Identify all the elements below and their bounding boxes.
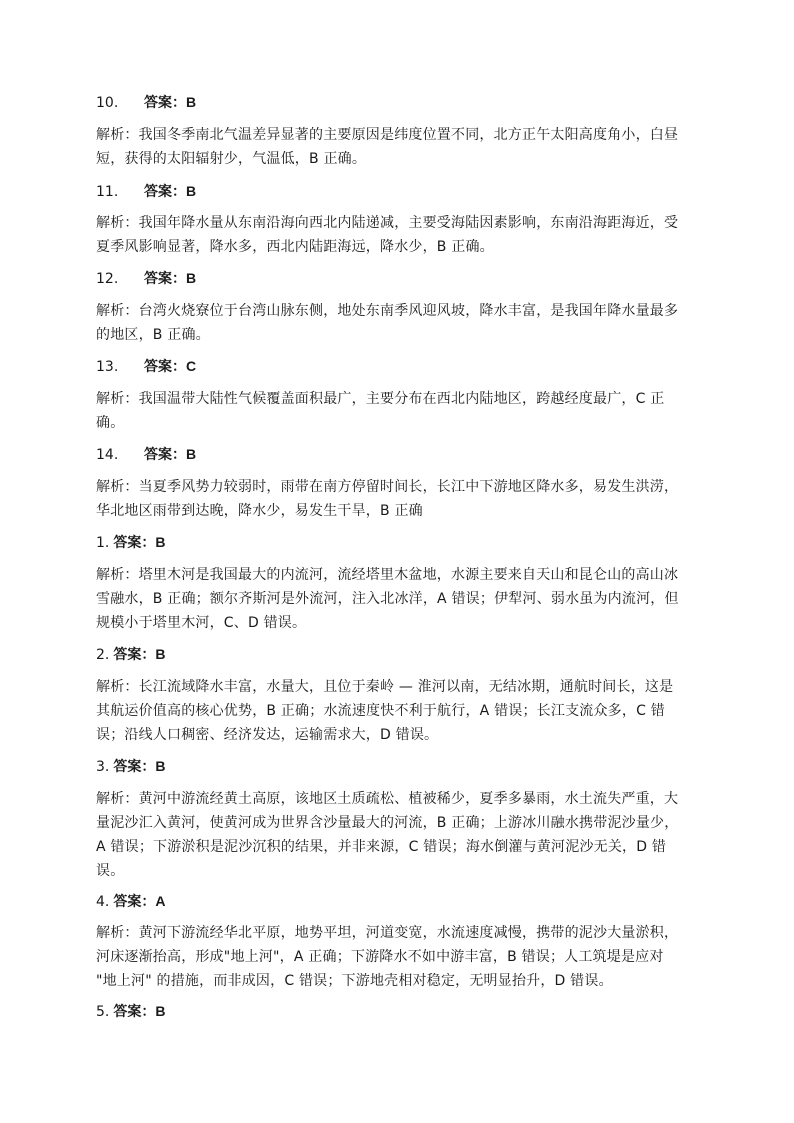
answer-label: 答案： [113,894,156,910]
explanation-line: 解析：台湾火烧寮位于台湾山脉东侧，地处东南季风迎风坡，降水丰富，是我国年降水量最多 [96,303,679,319]
question-number: 13. [96,359,119,375]
explanation-line: A 错误；下游淤积是泥沙沉积的结果，并非来源，C 错误；海水倒灌与黄河泥沙无关，D 错 [96,839,667,855]
explanation-line: 解析：当夏季风势力较弱时，雨带在南方停留时间长，长江中下游地区降水多，易发生洪涝， [96,479,679,495]
answer-label: 答案： [144,359,186,375]
answer-heading [96,91,716,114]
answer-letter: B [186,183,197,199]
explanation-line: 其航运价值高的核心优势，B 正确；水流速度快不利于航行，A 错误；长江支流众多，C 错 [96,703,665,719]
explanation-line: 规模小于塔里木河，C、D 错误。 [96,615,307,631]
question-number: 1. [96,535,110,551]
answer-heading [96,355,716,378]
question-number: 3. [96,759,110,775]
explanation-line: 解析：我国温带大陆性气候覆盖面积最广，主要分布在西北内陆地区，跨越经度最广，C 正 [96,391,665,407]
answer-heading [96,755,716,778]
answer-letter: B [155,758,166,774]
answer-label: 答案： [144,271,186,287]
answer-label: 答案： [113,647,156,663]
answer-label: 答案： [144,447,186,463]
explanation-line: "地上河" 的措施，而非成因，C 错误；下游地壳相对稳定，无明显抬升，D 错误。 [96,973,613,989]
question-number: 2. [96,647,110,663]
answer-letter: B [186,94,197,110]
answer-heading [96,180,716,203]
explanation-line: 夏季风影响显著，降水多，西北内陆距海远，降水少，B 正确。 [96,239,494,255]
explanation-line: 雪融水，B 正确；额尔齐斯河是外流河，注入北冰洋，A 错误；伊犁河、弱水虽为内流河，但 [96,591,679,607]
explanation-line: 确。 [96,415,125,431]
answer-heading [96,531,716,554]
answer-heading [96,643,716,666]
answer-heading [96,443,716,466]
question-number: 12. [96,271,119,287]
explanation-line: 解析：黄河中游流经黄土高原，该地区土质疏松、植被稀少，夏季多暴雨，水土流失严重，大 [96,791,679,807]
explanation-line: 解析：我国年降水量从东南沿海向西北内陆递减，主要受海陆因素影响，东南沿海距海近，受 [96,215,679,231]
answer-label: 答案： [113,759,156,775]
question-number: 11. [96,184,119,200]
answer-label: 答案： [144,95,186,111]
explanation-line: 华北地区雨带到达晚，降水少，易发生干旱，B 正确 [96,503,423,519]
answer-letter: B [155,1003,166,1019]
explanation-line: 误。 [96,863,125,879]
answer-label: 答案： [113,535,156,551]
explanation-line: 解析：塔里木河是我国最大的内流河，流经塔里木盆地，水源主要来自天山和昆仑山的高山冰 [96,567,679,583]
answer-heading [96,890,716,913]
answer-label: 答案： [113,1004,156,1020]
answer-heading [96,267,716,290]
question-number: 10. [96,95,119,111]
answer-letter: B [155,534,166,550]
question-number: 5. [96,1004,110,1020]
explanation-line: 解析：我国冬季南北气温差异显著的主要原因是纬度位置不同，北方正午太阳高度角小，白昼 [96,127,679,143]
answer-letter: B [186,446,197,462]
answer-letter: B [186,270,197,286]
explanation-line: 解析：长江流域降水丰富，水量大，且位于秦岭 — 淮河以南，无结冰期，通航时间长，这是 [96,679,674,695]
answer-heading [96,1000,716,1023]
question-number: 4. [96,894,110,910]
answer-letter: B [155,646,166,662]
explanation-line: 河床逐渐抬高，形成"地上河"，A 正确；下游降水不如中游丰富，B 错误；人工筑堤是应对 [96,949,664,965]
answer-label: 答案： [144,184,186,200]
answer-letter: C [186,358,197,374]
explanation-line: 误；沿线人口稠密、经济发达，运输需求大，D 错误。 [96,727,439,743]
explanation-line: 的地区，B 正确。 [96,327,210,343]
answer-letter: A [155,893,166,909]
explanation-line: 量泥沙汇入黄河，使黄河成为世界含沙量最大的河流，B 正确；上游冰川融水携带泥沙量少， [96,815,679,831]
question-number: 14. [96,447,119,463]
explanation-line: 短，获得的太阳辐射少，气温低，B 正确。 [96,151,367,167]
explanation-line: 解析：黄河下游流经华北平原，地势平坦，河道变宽，水流速度减慢，携带的泥沙大量淤积， [96,925,679,941]
